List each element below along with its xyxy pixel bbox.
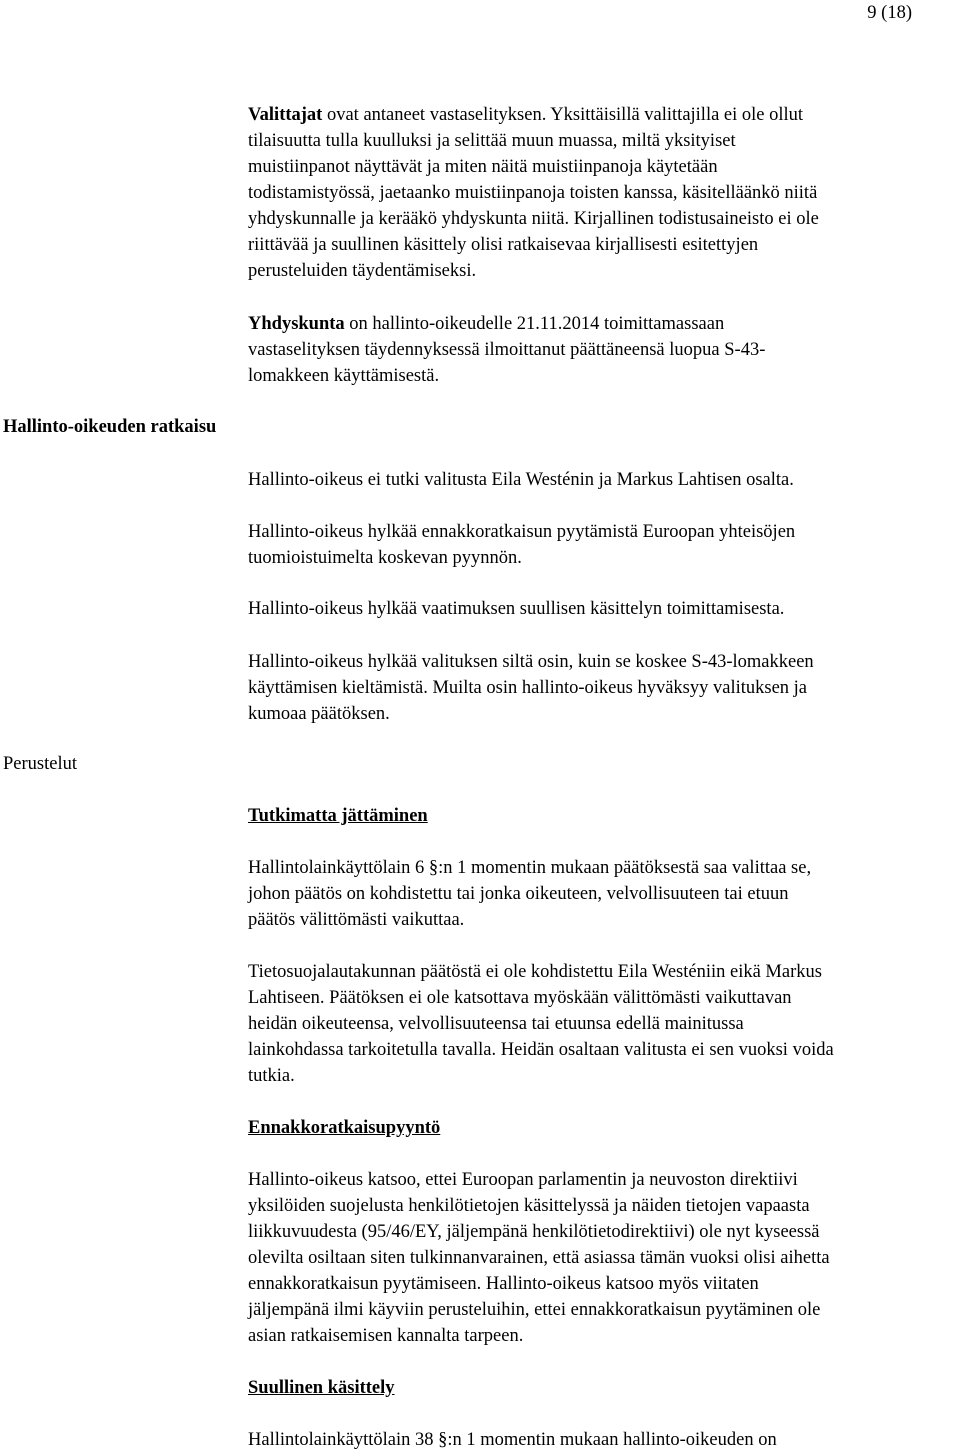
text-line: lomakkeen käyttämisestä. xyxy=(248,366,440,386)
preliminary-ruling-heading: Ennakkoratkaisupyyntö xyxy=(248,1118,441,1138)
text-line: johon päätös on kohdistettu tai jonka oikeuteen, velvollisuuteen tai etuun xyxy=(248,884,789,904)
objections-lead: Valittajat xyxy=(248,105,323,125)
text-line: Hallinto-oikeus hylkää ennakkoratkaisun pyytämistä Euroopan yhteisöjen xyxy=(248,522,796,542)
dismissal-heading-block xyxy=(248,803,956,829)
text-line: ennakkoratkaisun pyytämiseen. Hallinto-oikeus katsoo myös viitaten xyxy=(248,1274,759,1294)
dismissal-paragraph-2 xyxy=(248,959,956,1089)
text-line: Tietosuojalautakunnan päätöstä ei ole kohdistettu Eila Westéniin eikä Markus xyxy=(248,962,822,982)
decision-side-heading: Hallinto-oikeuden ratkaisu xyxy=(3,417,217,437)
preliminary-ruling-heading-block xyxy=(248,1115,956,1141)
text-line: asian ratkaisemisen kannalta tarpeen. xyxy=(248,1326,524,1346)
text-line: yksilöiden suojelusta henkilötietojen käsittelyssä ja näiden tietojen vapaasta xyxy=(248,1196,810,1216)
text-line: käyttämisen kieltämistä. Muilta osin hallinto-oikeus hyväksyy valituksen ja xyxy=(248,678,808,698)
text-line: tuomioistuimelta koskevan pyynnön. xyxy=(248,548,522,568)
text-line: tilaisuutta tulla kuulluksi ja selittää muun muassa, miltä yksityiset xyxy=(248,131,736,151)
text-line xyxy=(248,311,956,337)
text-span: on hallinto-oikeudelle 21.11.2014 toimittamassaan xyxy=(344,314,725,334)
text-line: tutkia. xyxy=(248,1066,295,1086)
community-lead: Yhdyskunta xyxy=(248,314,345,334)
text-line: todistamistyössä, jaetaanko muistiinpanoja toisten kanssa, käsitelläänkö niitä xyxy=(248,183,818,203)
reasons-side-heading: Perustelut xyxy=(3,754,77,774)
text-line: Hallinto-oikeus hylkää vaatimuksen suullisen käsittelyn toimittamisesta. xyxy=(248,599,785,619)
text-line: päätös välittömästi vaikuttaa. xyxy=(248,910,465,930)
text-line: liikkuvuudesta (95/46/EY, jäljempänä henkilötietodirektiivi) ole nyt kyseessä xyxy=(248,1222,820,1242)
decision-2 xyxy=(248,519,956,571)
page-number: 9 (18) xyxy=(867,3,912,23)
text-line: riittävää ja suullinen käsittely olisi ratkaisevaa kirjallisesti esitettyjen xyxy=(248,235,759,255)
oral-hearing-paragraph xyxy=(248,1427,956,1453)
oral-hearing-heading: Suullinen käsittely xyxy=(248,1378,395,1398)
text-line: heidän oikeuteensa, velvollisuuteensa tai etuunsa edellä mainitussa xyxy=(248,1014,744,1034)
decision-3 xyxy=(248,596,956,622)
text-line: Hallintolainkäyttölain 6 §:n 1 momentin mukaan päätöksestä saa valittaa se, xyxy=(248,858,812,878)
text-line: Hallinto-oikeus katsoo, ettei Euroopan parlamentin ja neuvoston direktiivi xyxy=(248,1170,798,1190)
community-paragraph xyxy=(248,311,956,389)
text-line: Hallinto-oikeus ei tutki valitusta Eila Westénin ja Markus Lahtisen osalta. xyxy=(248,470,794,490)
objections-paragraph xyxy=(248,102,956,284)
text-line: Lahtiseen. Päätöksen ei ole katsottava myöskään välittömästi vaikuttavan xyxy=(248,988,792,1008)
text-line: perusteluiden täydentämiseksi. xyxy=(248,261,477,281)
decision-1 xyxy=(248,467,956,493)
text-line: Hallintolainkäyttölain 38 §:n 1 momentin mukaan hallinto-oikeuden on xyxy=(248,1430,777,1450)
text-line xyxy=(248,102,956,128)
text-span: ovat antaneet vastaselityksen. Yksittäisillä valittajilla ei ole ollut xyxy=(322,105,804,125)
preliminary-ruling-paragraph xyxy=(248,1167,956,1349)
text-line: vastaselityksen täydennyksessä ilmoittanut päättäneensä luopua S-43- xyxy=(248,340,766,360)
dismissal-heading: Tutkimatta jättäminen xyxy=(248,806,428,826)
oral-hearing-heading-block xyxy=(248,1375,956,1401)
text-line: Hallinto-oikeus hylkää valituksen siltä osin, kuin se koskee S-43-lomakkeen xyxy=(248,652,814,672)
text-line: olevilta osiltaan siten tulkinnanvarainen, että asiassa tämän vuoksi olisi aihetta xyxy=(248,1248,830,1268)
dismissal-paragraph-1 xyxy=(248,855,956,933)
text-line: yhdyskunnalle ja kerääkö yhdyskunta niitä. Kirjallinen todistusaineisto ei ole xyxy=(248,209,819,229)
text-line: kumoaa päätöksen. xyxy=(248,704,390,724)
decision-4 xyxy=(248,649,956,727)
text-line: lainkohdassa tarkoitetulla tavalla. Heidän osaltaan valitusta ei sen vuoksi voida xyxy=(248,1040,834,1060)
text-line: muistiinpanot näyttävät ja miten näitä muistiinpanoja käytetään xyxy=(248,157,718,177)
text-line: jäljempänä ilmi käyviin perusteluihin, ettei ennakkoratkaisun pyytäminen ole xyxy=(248,1300,821,1320)
